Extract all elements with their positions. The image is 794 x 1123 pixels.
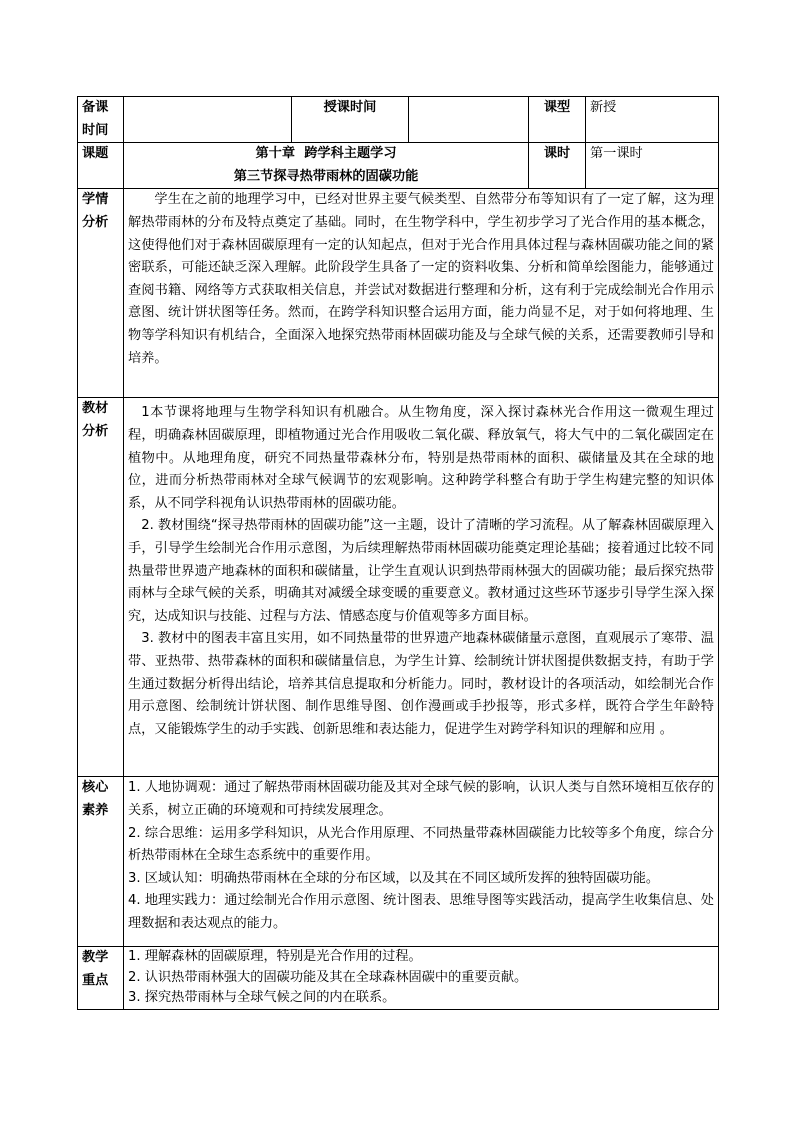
textbook-paragraph-3: 3. 教材中的图表丰富且实用，如不同热量带的世界遗产地森林碳储量示意图，直观展示了寒带、温带、亚热带、热带森林的面积和碳储量信息，为学生计算、绘制统计饼状图提供数据支持，有助于学生通过数据分析得出结论，培养其信息提取和分析能力。同时，教材设计的各项活动，如绘制光合作用示意图、绘制统计饼状图、制作思维导图、创作漫画或手抄报等，形式多样，既符合学生年龄特点，又能锻炼学生的动手实践、创新思维和表达能力，促进学生对跨学科知识的理解和应用 。 [128, 631, 714, 737]
key-point-item-1: 1. 理解森林的固碳原理，特别是光合作用的过程。 [128, 949, 422, 965]
core-literacy-content [124, 777, 719, 947]
key-point-item-2: 2. 认识热带雨林强大的固碳功能及其在全球森林固碳中的重要贡献。 [128, 969, 528, 985]
core-literacy-item-4: 4. 地理实践力：通过绘制光合作用示意图、统计图表、思维导图等实践活动，提高学生收集信息、处理数据和表达观点的能力。 [128, 893, 714, 931]
learner-analysis-content [124, 189, 719, 398]
learner-analysis-text: 学生在之前的地理学习中，已经对世界主要气候类型、自然带分布等知识有了一定了解，这为理解热带雨林的分布及特点奠定了基础。同时，在生物学科中，学生初步学习了光合作用的基本概念，这使得他们对于森林固碳原理有一定的认知起点，但对于光合作用具体过程与森林固碳功能之间的紧密联系，可能还缺乏深入理解。此阶段学生具备了一定的资料收集、分析和简单绘图能力，能够通过查阅书籍、网络等方式获取相关信息，并尝试对数据进行整理和分析，这有利于完成绘制光合作用示意图、统计饼状图等任务。然而，在跨学科知识整合运用方面，能力尚显不足，对于如何将地理、生物等学科知识有机结合，全面深入地探究热带雨林固碳功能及与全球气候的关系，还需要教师引导和培养。 [128, 192, 714, 366]
teach-time-label: 授课时间 [292, 97, 409, 143]
core-literacy-row [78, 777, 719, 947]
header-row [78, 97, 719, 143]
topic-row [78, 143, 719, 189]
lesson-plan-table [77, 96, 719, 1010]
lesson-type-label: 课型 [529, 97, 586, 143]
key-points-label: 教学重点 [78, 947, 124, 1010]
period-value: 第一课时 [586, 143, 719, 189]
textbook-analysis-content [124, 398, 719, 777]
learner-analysis-label: 学情分析 [78, 189, 124, 398]
topic-title [124, 143, 529, 189]
core-literacy-item-2: 2. 综合思维：运用多学科知识，从光合作用原理、不同热量带森林固碳能力比较等多个角度，综合分析热带雨林在全球生态系统中的重要作用。 [128, 825, 714, 864]
key-point-item-3: 3. 探究热带雨林与全球气候之间的内在联系。 [128, 990, 396, 1006]
key-points-content [124, 947, 719, 1010]
teach-time-value [409, 97, 529, 143]
period-label: 课时 [529, 143, 586, 189]
learner-analysis-row [78, 189, 719, 398]
textbook-paragraph-2: 2. 教材围绕“探寻热带雨林的固碳功能”这一主题，设计了清晰的学习流程。从了解森林固碳原理入手，引导学生绘制光合作用示意图，为后续理解热带雨林固碳功能奠定理论基础；接着通过比较不同热量带世界遗产地森林的面积和碳储量，让学生直观认识到热带雨林强大的固碳功能；最后探究热带雨林与全球气候的关系，明确其对减缓全球变暖的重要意义。教材通过这些环节逐步引导学生深入探究，达成知识与技能、过程与方法、情感态度与价值观等多方面目标。 [128, 518, 714, 624]
topic-title-line1: 第十章 跨学科主题学习 [255, 146, 397, 162]
key-points-row [78, 947, 719, 1010]
textbook-analysis-row [78, 398, 719, 777]
lesson-type-value: 新授 [586, 97, 719, 143]
core-literacy-item-3: 3. 区域认知：明确热带雨林在全球的分布区域，以及其在不同区域所发挥的独特固碳功能。 [128, 870, 660, 886]
core-literacy-label: 核心素养 [78, 777, 124, 947]
prep-time-label: 备课时间 [78, 97, 124, 143]
topic-label: 课题 [78, 143, 124, 189]
prep-time-value [124, 97, 292, 143]
topic-title-line2: 第三节探寻热带雨林的固碳功能 [233, 168, 419, 184]
textbook-paragraph-1: 1本节课将地理与生物学科知识有机融合。从生物角度，深入探讨森林光合作用这一微观生理过程，明确森林固碳原理，即植物通过光合作用吸收二氧化碳、释放氧气，将大气中的二氧化碳固定在植物中。从地理角度，研究不同热量带森林分布，特别是热带雨林的面积、碳储量及其在全球的地位，进而分析热带雨林对全球气候调节的宏观影响。这种跨学科整合有助于学生构建完整的知识体系，从不同学科视角认识热带雨林的固碳功能。 [128, 405, 714, 511]
textbook-analysis-label: 教材分析 [78, 398, 124, 777]
core-literacy-item-1: 1. 人地协调观：通过了解热带雨林固碳功能及其对全球气候的影响，认识人类与自然环境相互依存的关系，树立正确的环境观和可持续发展理念。 [128, 780, 714, 818]
